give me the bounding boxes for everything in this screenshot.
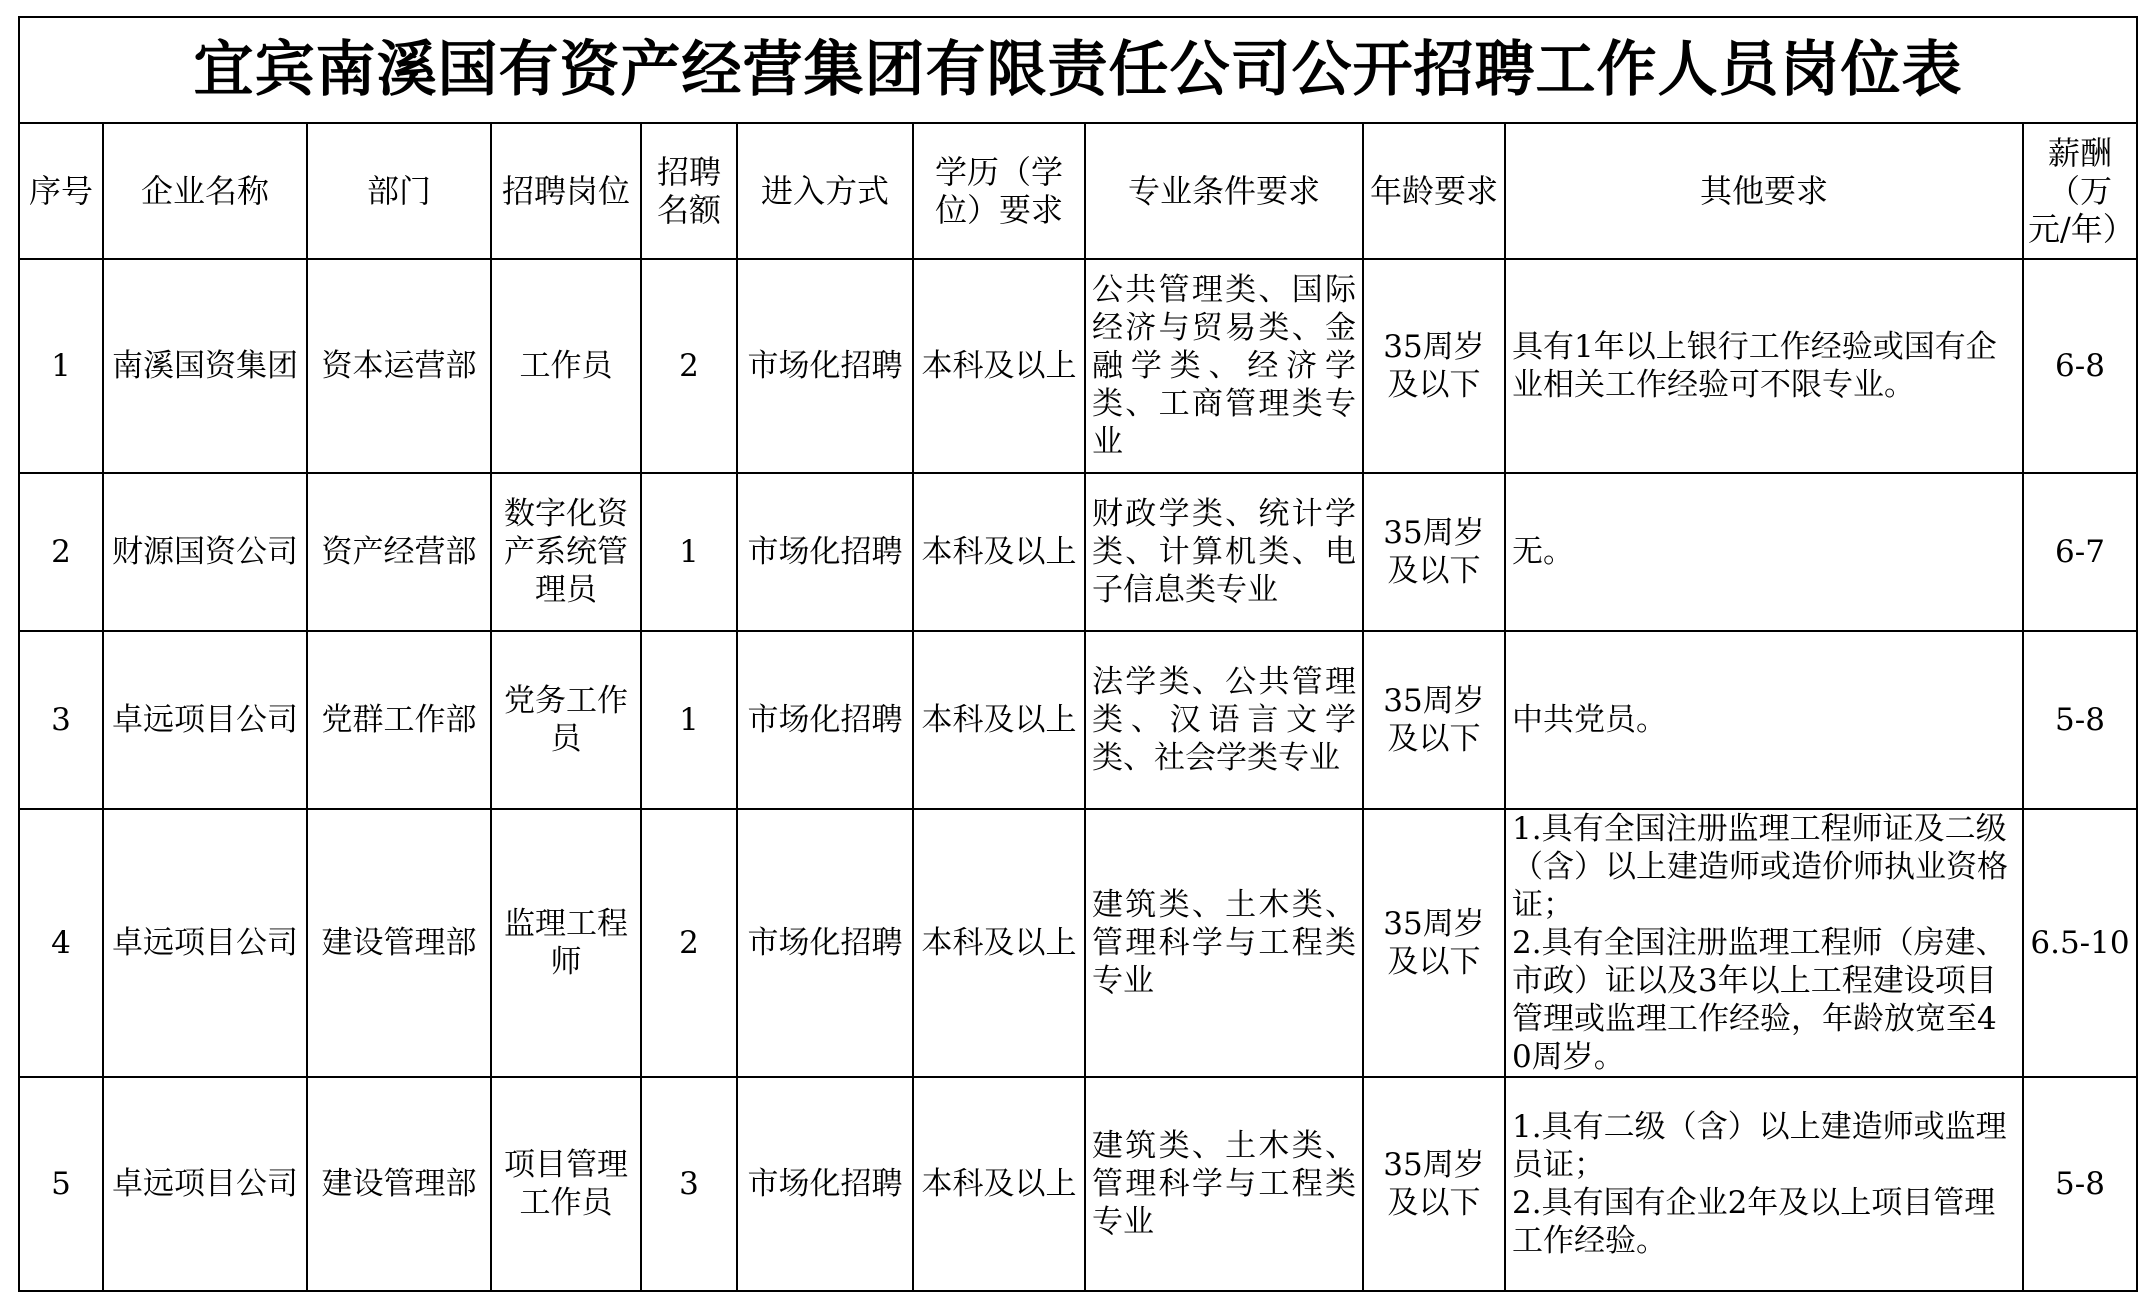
cell-education: 本科及以上 xyxy=(913,631,1085,809)
cell-other xyxy=(1505,1077,2023,1291)
cell-department: 党群工作部 xyxy=(307,631,491,809)
table-row xyxy=(19,473,2137,631)
cell-age: 35周岁及以下 xyxy=(1363,631,1505,809)
header-method: 进入方式 xyxy=(737,123,913,259)
header-row xyxy=(19,123,2137,259)
header-seq: 序号 xyxy=(19,123,103,259)
cell-quota: 2 xyxy=(641,259,737,473)
cell-position: 项目管理工作员 xyxy=(491,1077,641,1291)
cell-seq: 4 xyxy=(19,809,103,1077)
cell-age: 35周岁及以下 xyxy=(1363,259,1505,473)
cell-major: 建筑类、土木类、管理科学与工程类专业 xyxy=(1085,1077,1363,1291)
cell-major: 建筑类、土木类、管理科学与工程类专业 xyxy=(1085,809,1363,1077)
cell-salary: 6-7 xyxy=(2023,473,2137,631)
cell-seq: 2 xyxy=(19,473,103,631)
cell-other: 中共党员。 xyxy=(1505,631,2023,809)
cell-major: 财政学类、统计学类、计算机类、电子信息类专业 xyxy=(1085,473,1363,631)
cell-education: 本科及以上 xyxy=(913,1077,1085,1291)
header-other: 其他要求 xyxy=(1505,123,2023,259)
cell-other xyxy=(1505,809,2023,1077)
cell-other: 无。 xyxy=(1505,473,2023,631)
cell-company: 卓远项目公司 xyxy=(103,631,307,809)
other-requirement-line: 1.具有全国注册监理工程师证及二级（含）以上建造师或造价师执业资格证； xyxy=(1512,811,2008,923)
cell-company: 卓远项目公司 xyxy=(103,809,307,1077)
header-education: 学历（学位）要求 xyxy=(913,123,1085,259)
cell-salary: 5-8 xyxy=(2023,1077,2137,1291)
cell-department: 资本运营部 xyxy=(307,259,491,473)
table-row xyxy=(19,259,2137,473)
header-quota: 招聘名额 xyxy=(641,123,737,259)
cell-salary: 6-8 xyxy=(2023,259,2137,473)
cell-department: 资产经营部 xyxy=(307,473,491,631)
cell-company: 财源国资公司 xyxy=(103,473,307,631)
cell-position: 工作员 xyxy=(491,259,641,473)
cell-method: 市场化招聘 xyxy=(737,1077,913,1291)
cell-position: 数字化资产系统管理员 xyxy=(491,473,641,631)
header-age: 年龄要求 xyxy=(1363,123,1505,259)
table-row xyxy=(19,631,2137,809)
other-requirement-line: 1.具有二级（含）以上建造师或监理员证； xyxy=(1512,1109,2007,1183)
header-position: 招聘岗位 xyxy=(491,123,641,259)
cell-quota: 1 xyxy=(641,631,737,809)
cell-education: 本科及以上 xyxy=(913,259,1085,473)
cell-position: 党务工作员 xyxy=(491,631,641,809)
recruitment-table xyxy=(18,16,2138,1292)
header-department: 部门 xyxy=(307,123,491,259)
cell-age: 35周岁及以下 xyxy=(1363,473,1505,631)
cell-method: 市场化招聘 xyxy=(737,809,913,1077)
cell-seq: 1 xyxy=(19,259,103,473)
header-company: 企业名称 xyxy=(103,123,307,259)
title-row xyxy=(19,17,2137,123)
cell-quota: 2 xyxy=(641,809,737,1077)
cell-major: 法学类、公共管理类、汉语言文学类、社会学类专业 xyxy=(1085,631,1363,809)
header-salary: 薪酬（万元/年） xyxy=(2023,123,2137,259)
cell-salary: 6.5-10 xyxy=(2023,809,2137,1077)
cell-quota: 3 xyxy=(641,1077,737,1291)
cell-company: 南溪国资集团 xyxy=(103,259,307,473)
table-title: 宜宾南溪国有资产经营集团有限责任公司公开招聘工作人员岗位表 xyxy=(19,17,2137,123)
cell-seq: 5 xyxy=(19,1077,103,1291)
cell-major: 公共管理类、国际经济与贸易类、金融学类、经济学类、工商管理类专业 xyxy=(1085,259,1363,473)
cell-education: 本科及以上 xyxy=(913,809,1085,1077)
cell-education: 本科及以上 xyxy=(913,473,1085,631)
cell-age: 35周岁及以下 xyxy=(1363,1077,1505,1291)
table-row xyxy=(19,809,2137,1077)
header-major: 专业条件要求 xyxy=(1085,123,1363,259)
cell-salary: 5-8 xyxy=(2023,631,2137,809)
cell-company: 卓远项目公司 xyxy=(103,1077,307,1291)
cell-method: 市场化招聘 xyxy=(737,259,913,473)
other-requirement-line: 2.具有国有企业2年及以上项目管理工作经验。 xyxy=(1512,1185,1996,1259)
recruitment-table-sheet xyxy=(18,16,2136,1290)
cell-other: 具有1年以上银行工作经验或国有企业相关工作经验可不限专业。 xyxy=(1505,259,2023,473)
other-requirement-line: 2.具有全国注册监理工程师（房建、市政）证以及3年以上工程建设项目管理或监理工作经验，年龄放宽至40周岁。 xyxy=(1512,925,2007,1075)
cell-age: 35周岁及以下 xyxy=(1363,809,1505,1077)
cell-method: 市场化招聘 xyxy=(737,631,913,809)
cell-quota: 1 xyxy=(641,473,737,631)
cell-method: 市场化招聘 xyxy=(737,473,913,631)
table-row xyxy=(19,1077,2137,1291)
cell-position: 监理工程师 xyxy=(491,809,641,1077)
cell-seq: 3 xyxy=(19,631,103,809)
cell-department: 建设管理部 xyxy=(307,809,491,1077)
cell-department: 建设管理部 xyxy=(307,1077,491,1291)
